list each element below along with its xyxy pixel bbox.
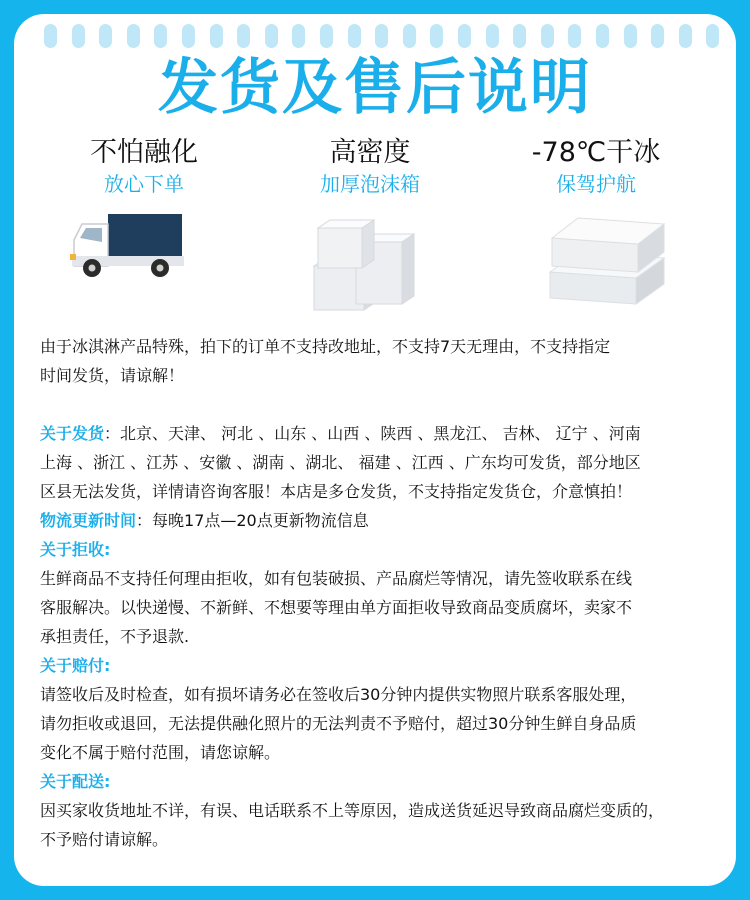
feature-heading: 不怕融化	[90, 137, 198, 168]
notebook-hole	[44, 24, 57, 48]
foam-box-icon	[304, 206, 428, 316]
info-card	[14, 14, 736, 886]
feature-dry-ice	[496, 136, 696, 198]
notebook-hole	[99, 24, 112, 48]
dry-ice-block-icon	[544, 208, 672, 314]
page-title: 发货及售后说明	[158, 53, 592, 123]
notebook-hole	[458, 24, 471, 48]
logistics-label: 物流更新时间	[40, 511, 137, 530]
feature-subheading: 加厚泡沫箱	[320, 172, 420, 196]
shipping-label: 关于发货	[40, 424, 105, 443]
notebook-hole	[265, 24, 278, 48]
shipping-line: 区县无法发货，详情请咨询客服！本店是多仓发货，不支持指定发货仓，介意慎拍！	[40, 482, 633, 501]
feature-heading: 高密度	[329, 137, 411, 168]
notebook-hole	[210, 24, 223, 48]
refusal-line: 生鲜商品不支持任何理由拒收，如有包装破损、产品腐烂等情况，请先签收联系在线	[40, 569, 633, 588]
notebook-hole	[237, 24, 250, 48]
notebook-hole	[292, 24, 305, 48]
feature-foam-box	[270, 136, 470, 198]
notebook-hole	[72, 24, 85, 48]
logistics-line: 物流更新时间：每晚17点—20点更新物流信息	[40, 511, 369, 530]
policy-text	[40, 332, 730, 854]
intro-line: 由于冰淇淋产品特殊，拍下的订单不支持改地址，不支持7天无理由，不支持指定	[40, 337, 611, 356]
compensation-line: 变化不属于赔付范围，请您谅解。	[40, 743, 281, 762]
feature-heading: -78℃干冰	[531, 137, 661, 168]
notebook-hole	[320, 24, 333, 48]
notebook-holes	[44, 24, 724, 50]
notebook-hole	[513, 24, 526, 48]
compensation-line: 请签收后及时检查，如有损坏请务必在签收后30分钟内提供实物照片联系客服处理，	[40, 685, 637, 704]
refusal-line: 承担责任，不予退款.	[40, 627, 190, 646]
notebook-hole	[348, 24, 361, 48]
notebook-hole	[596, 24, 609, 48]
feature-subheading: 保驾护航	[556, 172, 636, 196]
intro-line: 时间发货，请谅解！	[40, 366, 185, 385]
feature-no-melt	[44, 136, 244, 198]
feature-subheading: 放心下单	[104, 172, 184, 196]
shipping-line: 上海 、浙江 、江苏 、安徽 、湖南 、湖北、 福建 、江西 、广东均可发货，部分地区	[40, 453, 641, 472]
notebook-hole	[486, 24, 499, 48]
notebook-hole	[624, 24, 637, 48]
notebook-hole	[127, 24, 140, 48]
delivery-label: 关于配送:	[40, 772, 111, 791]
refusal-label: 关于拒收:	[40, 540, 111, 559]
notebook-hole	[154, 24, 167, 48]
shipping-line: 关于发货：北京、天津、 河北 、山东 、山西 、陕西 、黑龙江、 吉林、 辽宁 、河南	[40, 424, 641, 443]
delivery-line: 因买家收货地址不详，有误、电话联系不上等原因，造成送货延迟导致商品腐烂变质的，	[40, 801, 665, 820]
notebook-hole	[651, 24, 664, 48]
compensation-line: 请勿拒收或退回，无法提供融化照片的无法判责不予赔付，超过30分钟生鲜自身品质	[40, 714, 637, 733]
notebook-hole	[541, 24, 554, 48]
delivery-line: 不予赔付请谅解。	[40, 830, 169, 849]
notebook-hole	[679, 24, 692, 48]
notebook-hole	[706, 24, 719, 48]
notebook-hole	[182, 24, 195, 48]
notebook-hole	[375, 24, 388, 48]
notebook-hole	[568, 24, 581, 48]
notebook-hole	[403, 24, 416, 48]
refusal-line: 客服解决。以快递慢、不新鲜、不想要等理由单方面拒收导致商品变质腐坏，卖家不	[40, 598, 633, 617]
notebook-hole	[430, 24, 443, 48]
delivery-truck-icon	[68, 210, 188, 282]
compensation-label: 关于赔付:	[40, 656, 111, 675]
